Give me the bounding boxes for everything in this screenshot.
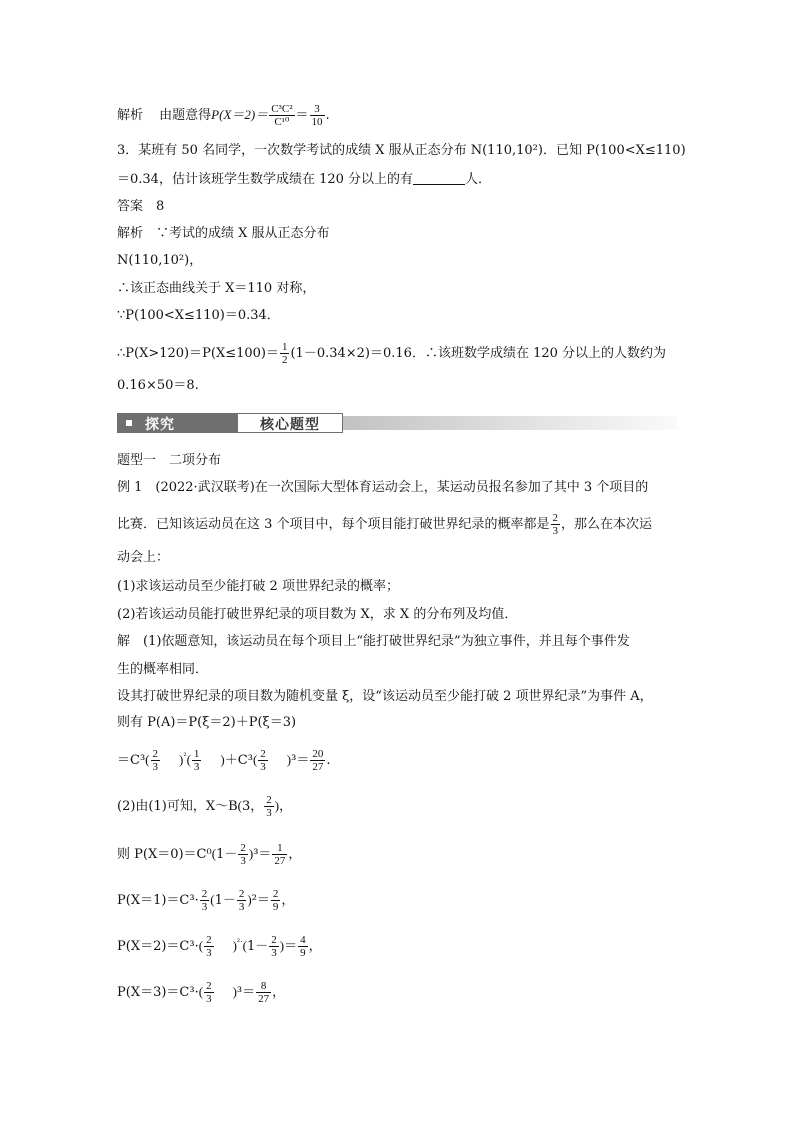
s8-c: ²＝ [251,893,270,908]
q3-line2 [117,170,491,190]
s8-frac2: $\frac{2}{3}$ [238,888,245,913]
ex-sol2: 生的概率相同． [117,662,209,677]
s5-frac3: $\frac{2}{3}$ [260,748,266,773]
s7-c: ³＝ [253,847,272,862]
s9-c: 1－ [247,939,269,954]
s7-paren1: ( [211,846,217,861]
s5-paren2: ) [179,752,184,767]
q3-sol-l6: 0.16×50＝8. [117,378,199,393]
s9-paren3: ( [242,938,247,953]
s8-comma: ， [281,893,295,908]
ex-q1: (1)求该运动员至少能打破 2 项世界纪录的概率； [117,579,399,594]
ex-sol7 [117,842,301,867]
s5-paren3: ( [186,752,191,767]
banner-left-label: 探究 [145,417,175,433]
equals: ＝ [295,108,309,123]
s5-paren1: ( [145,752,150,767]
q3-line2-end: 人． [465,172,492,187]
square-icon [126,420,132,426]
answer-blank [413,171,465,185]
s5-a: ＝C³ [117,753,146,768]
s6-paren2: ) [274,798,280,813]
ex-sol6 [117,794,292,819]
s10-result: $\frac{8}{27}$ [258,980,270,1005]
s10-a: P(X＝3)＝C³· [117,985,199,1000]
s7-result: $\frac{1}{27}$ [274,842,286,867]
q3-answer: 答案 8 [117,199,165,214]
s8-result: $\frac{2}{9}$ [272,888,279,913]
s10-b: ³＝ [236,985,256,1000]
s10-comma: ， [272,985,286,1000]
s5-frac1: $\frac{2}{3}$ [152,748,159,773]
q3-sol-l2: N(110,10²)， [117,253,203,268]
q3-line2-text: ＝0.34，估计该班学生数学成绩在 120 分以上的有 [117,172,414,187]
q3-line1: 3．某班有 50 名同学，一次数学考试的成绩 X 服从正态分布 N(110,10²)．已知 P(100<X≤110) [117,143,686,158]
s9-d: ＝ [284,939,298,954]
s8-paren2: ) [247,892,252,907]
ex-sol10 [117,980,285,1005]
s6-comma: ， [279,799,293,814]
ex-sol4: 则有 P(A)＝P(ξ＝2)＋P(ξ＝3) [117,715,297,730]
banner-right-block [237,413,343,433]
s8-paren1: ( [210,892,215,907]
s7-comma: ， [288,847,302,862]
q3-sol-l5-b: (1－0.34×2)＝0.16．∴该班数学成绩在 120 分以上的人数约为 [290,346,667,361]
frac-half: $\frac{1}{2}$ [281,341,288,366]
q3-sol-l4: ∵P(100<X≤110)＝0.34． [117,308,280,323]
ex-sol9 [117,934,322,959]
s9-a: P(X＝2)＝C³· [117,939,199,954]
s5-paren5: ( [252,752,258,767]
s8-frac1: $\frac{2}{3}$ [201,888,208,913]
frac-3-10: $\frac{3}{10}$ [311,103,323,128]
s5-dot: . [326,753,331,768]
s10-paren1: ( [198,984,204,999]
ex-sol5 [117,748,330,773]
section-banner [117,412,677,434]
type-title: 题型一 二项分布 [117,453,222,468]
s5-paren4: ) [220,752,225,767]
q3-sol-l5-a: ∴P(X>120)＝P(X≤100)＝ [117,346,279,361]
s7-a: 则 P(X＝0)＝C⁰ [117,847,212,862]
px2: P(X＝2)＝ [211,107,269,122]
ex-sol1: 解 (1)依题意知，该运动员在每个项目上“能打破世界纪录”为独立事件，并且每个事件发 [117,634,630,649]
ex-q2: (2)若该运动员能打破世界纪录的项目数为 X，求 X 的分布列及均值． [117,607,518,622]
s7-b: 1－ [216,847,238,862]
s6-frac: $\frac{2}{3}$ [266,794,272,819]
q3-sol-l5 [117,341,666,366]
ex-line2-a: 比赛．已知该运动员在这 3 个项目中，每个项目能打破世界纪录的概率都是 [117,517,550,532]
s5-paren6: ) [286,752,292,767]
s6-a: (2)由(1)可知，X～B [117,799,238,814]
s9-frac2: $\frac{2}{3}$ [271,934,277,959]
s6-b: 3， [241,799,264,814]
top-analysis-line [117,103,330,128]
s5-c: ＋C³ [224,753,253,768]
analysis-text: 由题意得 [159,108,212,123]
period: . [325,108,330,123]
s6-paren1: ( [237,798,242,813]
analysis-label: 解析 [117,108,144,123]
s5-b: ² [183,751,187,761]
s5-d: ³＝ [291,753,310,768]
s8-b: 1－ [214,893,236,908]
q3-sol-l3: ∴该正态曲线关于 X＝110 对称， [117,281,316,296]
q3-sol-l1: 解析 ∵考试的成绩 X 服从正态分布 [117,226,330,241]
ex-line3: 动会上： [117,550,170,565]
s9-frac1: $\frac{2}{3}$ [206,934,212,959]
banner-right-label: 核心题型 [260,417,320,433]
s5-frac2: $\frac{1}{3}$ [193,748,200,773]
ex-line1: 例 1 (2022·武汉联考)在一次国际大型体育运动会上，某运动员报名参加了其中 3 个项目的 [117,480,649,495]
s7-frac: $\frac{2}{3}$ [240,842,246,867]
ex-line2 [117,512,652,537]
ex-line2-b: ，那么在本次运 [561,517,653,532]
s9-b: ²· [236,937,243,947]
s9-paren4: ) [279,938,285,953]
frac-combination: $\frac{\text{C³C²}}{\text{C¹⁰}}$ [271,103,293,128]
ex-sol3: 设其打破世界纪录的项目数为随机变量 ξ，设“该运动员至少能打破 2 项世界纪录”为事件 A， [117,689,653,704]
s10-paren2: ) [232,984,237,999]
s9-comma: ， [308,939,322,954]
frac-two-thirds: $\frac{2}{3}$ [552,512,559,537]
s9-paren1: ( [198,938,204,953]
s10-frac: $\frac{2}{3}$ [206,980,212,1005]
s9-paren2: ) [232,938,237,953]
ex-sol8 [117,888,294,913]
s5-result: $\frac{20}{27}$ [312,748,324,773]
s9-result: $\frac{4}{9}$ [300,934,306,959]
banner-left-block [117,413,237,433]
s8-a: P(X＝1)＝C³· [117,893,199,908]
s7-paren2: ) [248,846,254,861]
